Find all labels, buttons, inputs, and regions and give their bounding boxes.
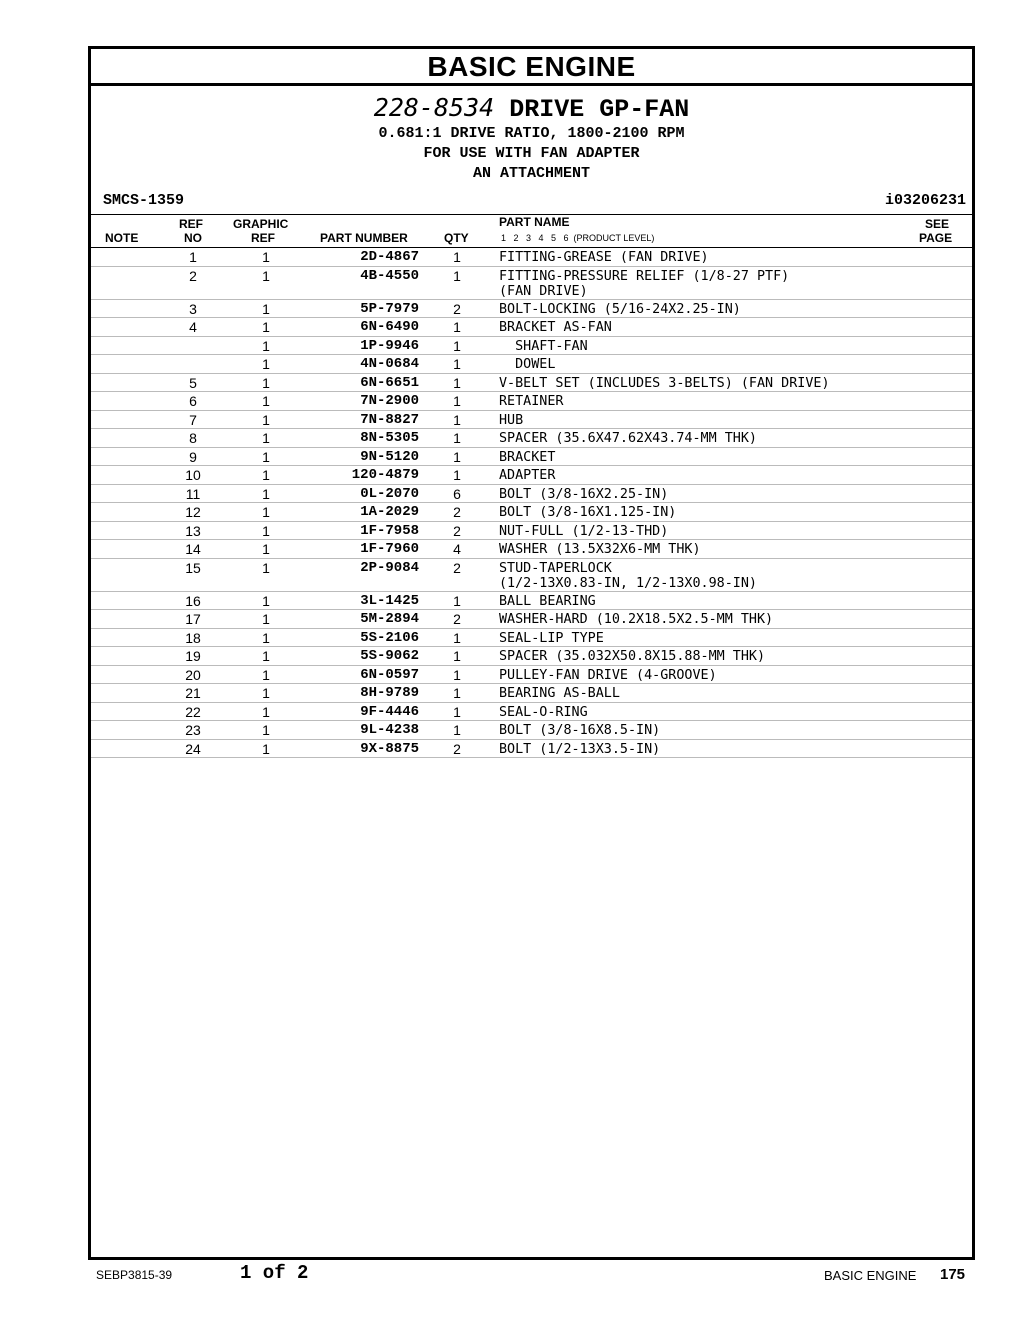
ref-no-cell: 1: [189, 249, 197, 265]
table-row: [91, 592, 972, 611]
ref-no-cell: 18: [185, 629, 201, 646]
part-number-cell: 9L-4238: [360, 722, 419, 738]
part-name-cell: PULLEY-FAN DRIVE (4-GROOVE): [499, 667, 717, 683]
part-name-cell: BOLT (3/8-16X8.5-IN): [499, 723, 661, 738]
part-name-cell: HUB: [499, 412, 524, 428]
part-number-cell: 2D-4867: [360, 249, 419, 265]
ref-no-cell: 24: [185, 740, 201, 757]
table-row: [91, 629, 972, 648]
graphic-ref-cell: 1: [262, 411, 270, 428]
part-name-cell: SPACER (35.6X47.62X43.74-MM THK): [499, 431, 757, 446]
part-name-cell: V-BELT SET (INCLUDES 3-BELTS) (FAN DRIVE): [499, 375, 830, 391]
qty-cell: 1: [453, 430, 461, 446]
qty-cell: 1: [453, 685, 461, 701]
part-number-cell: 0L-2070: [360, 485, 419, 502]
table-row: [91, 503, 972, 522]
graphic-ref-cell: 1: [262, 267, 270, 284]
part-number-cell: 7N-2900: [360, 393, 419, 409]
ref-no-cell: 4: [189, 319, 197, 335]
footer-page-of: 1 of 2: [240, 1262, 309, 1284]
part-name-cell: BOLT (3/8-16X1.125-IN): [499, 505, 677, 520]
part-number-cell: 1A-2029: [360, 504, 419, 520]
table-row: [91, 610, 972, 629]
table-row: [91, 392, 972, 411]
qty-cell: 2: [453, 522, 461, 539]
table-row: [91, 721, 972, 740]
part-number-cell: 4B-4550: [360, 267, 419, 284]
part-number-cell: 8N-5305: [360, 430, 419, 446]
graphic-ref-cell: 1: [262, 485, 270, 502]
ref-no-cell: 20: [185, 666, 201, 683]
part-name-cell: BOLT (1/2-13X3.5-IN): [499, 741, 661, 757]
part-number-cell: 120-4879: [351, 467, 419, 483]
ref-no-cell: 19: [185, 648, 201, 664]
group-title: [91, 94, 972, 124]
part-name-cell: BRACKET AS-FAN: [499, 320, 612, 335]
ref-no-cell: 8: [189, 430, 197, 446]
part-name-cell: FITTING-PRESSURE RELIEF (1/8-27 PTF) (FAN DRIVE): [499, 268, 790, 299]
col-part-name: PART NAME: [499, 215, 570, 229]
part-name-cell: BRACKET: [499, 449, 556, 465]
part-number-cell: 4N-0684: [360, 356, 419, 372]
section-title: BASIC ENGINE: [91, 49, 972, 86]
table-row: [91, 267, 972, 300]
table-row: [91, 248, 972, 267]
part-number-cell: 9N-5120: [360, 448, 419, 465]
column-headers: [91, 214, 972, 248]
table-row: [91, 647, 972, 666]
col-qty: QTY: [444, 231, 469, 245]
ref-no-cell: 5: [189, 374, 197, 391]
qty-cell: 1: [453, 703, 461, 720]
qty-cell: 1: [453, 629, 461, 646]
qty-cell: 1: [453, 393, 461, 409]
graphic-ref-cell: 1: [262, 249, 270, 265]
part-name-cell: SPACER (35.032X50.8X15.88-MM THK): [499, 649, 766, 664]
part-name-cell: WASHER (13.5X32X6-MM THK): [499, 542, 701, 557]
graphic-ref-cell: 1: [262, 337, 270, 354]
qty-cell: 1: [453, 411, 461, 428]
ref-no-cell: 17: [185, 611, 201, 627]
group-part-number: 228-8534: [373, 93, 495, 122]
part-name-cell: SHAFT-FAN: [499, 338, 588, 354]
group-line-3: AN ATTACHMENT: [472, 165, 591, 182]
ref-no-cell: 23: [185, 722, 201, 738]
part-number-cell: 8H-9789: [360, 685, 419, 701]
smcs-row: [91, 190, 972, 214]
graphic-ref-cell: 1: [262, 740, 270, 757]
qty-cell: 1: [453, 467, 461, 483]
group-name: DRIVE GP-FAN: [509, 95, 690, 124]
footer-page-number: 175: [940, 1266, 966, 1283]
table-row: [91, 448, 972, 467]
ref-no-cell: 7: [189, 411, 197, 428]
part-number-cell: 3L-1425: [360, 592, 419, 609]
qty-cell: 4: [453, 541, 461, 557]
qty-cell: 2: [453, 740, 461, 757]
illustration-id: i03206231: [884, 192, 966, 209]
part-name-cell: ADAPTER: [499, 468, 556, 483]
graphic-ref-cell: 1: [262, 300, 270, 317]
part-name-cell: SEAL-O-RING: [499, 704, 588, 720]
ref-no-cell: 10: [185, 467, 201, 483]
col-part-number: PART NUMBER: [320, 231, 408, 245]
graphic-ref-cell: 1: [262, 592, 270, 609]
qty-cell: 1: [453, 374, 461, 391]
ref-no-cell: 6: [189, 393, 197, 409]
qty-cell: 2: [453, 611, 461, 627]
qty-cell: 1: [453, 249, 461, 265]
qty-cell: 1: [453, 448, 461, 465]
table-row: [91, 540, 972, 559]
graphic-ref-cell: 1: [262, 467, 270, 483]
part-number-cell: 5M-2894: [360, 611, 419, 627]
graphic-ref-cell: 1: [262, 541, 270, 557]
graphic-ref-cell: 1: [262, 319, 270, 335]
part-number-cell: 7N-8827: [360, 411, 419, 428]
col-see-page-2: PAGE: [919, 231, 953, 245]
part-name-cell: SEAL-LIP TYPE: [499, 630, 604, 646]
ref-no-cell: 9: [189, 448, 197, 465]
part-name-cell: BALL BEARING: [499, 593, 596, 609]
page-footer: [0, 1262, 1020, 1292]
parts-table: [91, 248, 972, 758]
table-row: [91, 703, 972, 722]
qty-cell: 1: [453, 356, 461, 372]
ref-no-cell: 21: [185, 685, 201, 701]
graphic-ref-cell: 1: [262, 356, 270, 372]
page-frame: [88, 46, 975, 1260]
part-number-cell: 6N-0597: [360, 666, 419, 683]
table-row: [91, 666, 972, 685]
footer-section: BASIC ENGINE: [824, 1268, 917, 1283]
col-ref-no-1: REF: [179, 217, 203, 231]
qty-cell: 1: [453, 319, 461, 335]
qty-cell: 2: [453, 559, 461, 576]
ref-no-cell: 15: [185, 559, 201, 576]
graphic-ref-cell: 1: [262, 522, 270, 539]
graphic-ref-cell: 1: [262, 648, 270, 664]
part-number-cell: 1F-7960: [360, 541, 419, 557]
part-name-cell: RETAINER: [499, 394, 564, 409]
table-row: [91, 740, 972, 759]
graphic-ref-cell: 1: [262, 629, 270, 646]
graphic-ref-cell: 1: [262, 703, 270, 720]
part-number-cell: 5S-2106: [360, 629, 419, 646]
table-row: [91, 300, 972, 319]
qty-cell: 1: [453, 666, 461, 683]
part-name-cell: BOLT-LOCKING (5/16-24X2.25-IN): [499, 301, 741, 317]
ref-no-cell: 22: [185, 703, 201, 720]
qty-cell: 2: [453, 300, 461, 317]
graphic-ref-cell: 1: [262, 685, 270, 701]
graphic-ref-cell: 1: [262, 374, 270, 391]
table-row: [91, 337, 972, 356]
table-row: [91, 684, 972, 703]
qty-cell: 1: [453, 722, 461, 738]
table-row: [91, 355, 972, 374]
graphic-ref-cell: 1: [262, 666, 270, 683]
part-name-cell: WASHER-HARD (10.2X18.5X2.5-MM THK): [499, 612, 774, 627]
qty-cell: 6: [453, 485, 461, 502]
smcs-code: SMCS-1359: [103, 192, 185, 209]
col-graphic-ref-1: GRAPHIC: [233, 217, 289, 231]
part-number-cell: 6N-6651: [360, 374, 419, 391]
col-product-levels: 1 2 3 4 5 6 (PRODUCT LEVEL): [501, 233, 655, 243]
part-name-cell: BOLT (3/8-16X2.25-IN): [499, 486, 669, 502]
part-number-cell: 2P-9084: [360, 559, 419, 576]
qty-cell: 1: [453, 267, 461, 284]
table-row: [91, 411, 972, 430]
part-number-cell: 1P-9946: [360, 337, 419, 354]
graphic-ref-cell: 1: [262, 722, 270, 738]
table-row: [91, 485, 972, 504]
ref-no-cell: 3: [189, 300, 197, 317]
qty-cell: 1: [453, 648, 461, 664]
part-number-cell: 9X-8875: [360, 740, 419, 757]
ref-no-cell: 2: [189, 267, 197, 284]
table-row: [91, 466, 972, 485]
graphic-ref-cell: 1: [262, 448, 270, 465]
part-name-cell: NUT-FULL (1/2-13-THD): [499, 523, 669, 539]
part-number-cell: 6N-6490: [360, 319, 419, 335]
table-row: [91, 559, 972, 592]
graphic-ref-cell: 1: [262, 430, 270, 446]
ref-no-cell: 13: [185, 522, 201, 539]
ref-no-cell: 11: [185, 485, 201, 502]
group-line-1: 0.681:1 DRIVE RATIO, 1800-2100 RPM: [378, 125, 685, 142]
part-number-cell: 1F-7958: [360, 522, 419, 539]
ref-no-cell: 12: [185, 504, 201, 520]
qty-cell: 1: [453, 337, 461, 354]
col-ref-no-2: NO: [184, 231, 202, 245]
graphic-ref-cell: 1: [262, 504, 270, 520]
group-line-2: FOR USE WITH FAN ADAPTER: [423, 145, 640, 162]
group-header: [91, 94, 972, 184]
part-number-cell: 5P-7979: [360, 300, 419, 317]
part-number-cell: 9F-4446: [360, 703, 419, 720]
table-row: [91, 522, 972, 541]
table-row: [91, 318, 972, 337]
qty-cell: 1: [453, 592, 461, 609]
table-row: [91, 374, 972, 393]
part-name-cell: FITTING-GREASE (FAN DRIVE): [499, 250, 709, 265]
ref-no-cell: 14: [185, 541, 201, 557]
col-note: NOTE: [105, 231, 139, 245]
part-name-cell: BEARING AS-BALL: [499, 686, 620, 701]
part-name-cell: DOWEL: [499, 357, 556, 372]
graphic-ref-cell: 1: [262, 393, 270, 409]
table-row: [91, 429, 972, 448]
col-see-page-1: SEE: [925, 217, 950, 231]
part-number-cell: 5S-9062: [360, 648, 419, 664]
qty-cell: 2: [453, 504, 461, 520]
ref-no-cell: 16: [185, 592, 201, 609]
col-graphic-ref-2: REF: [251, 231, 275, 245]
footer-doc-id: SEBP3815-39: [96, 1268, 173, 1282]
graphic-ref-cell: 1: [262, 559, 270, 576]
part-name-cell: STUD-TAPERLOCK (1/2-13X0.83-IN, 1/2-13X0.98-IN): [499, 560, 757, 591]
graphic-ref-cell: 1: [262, 611, 270, 627]
